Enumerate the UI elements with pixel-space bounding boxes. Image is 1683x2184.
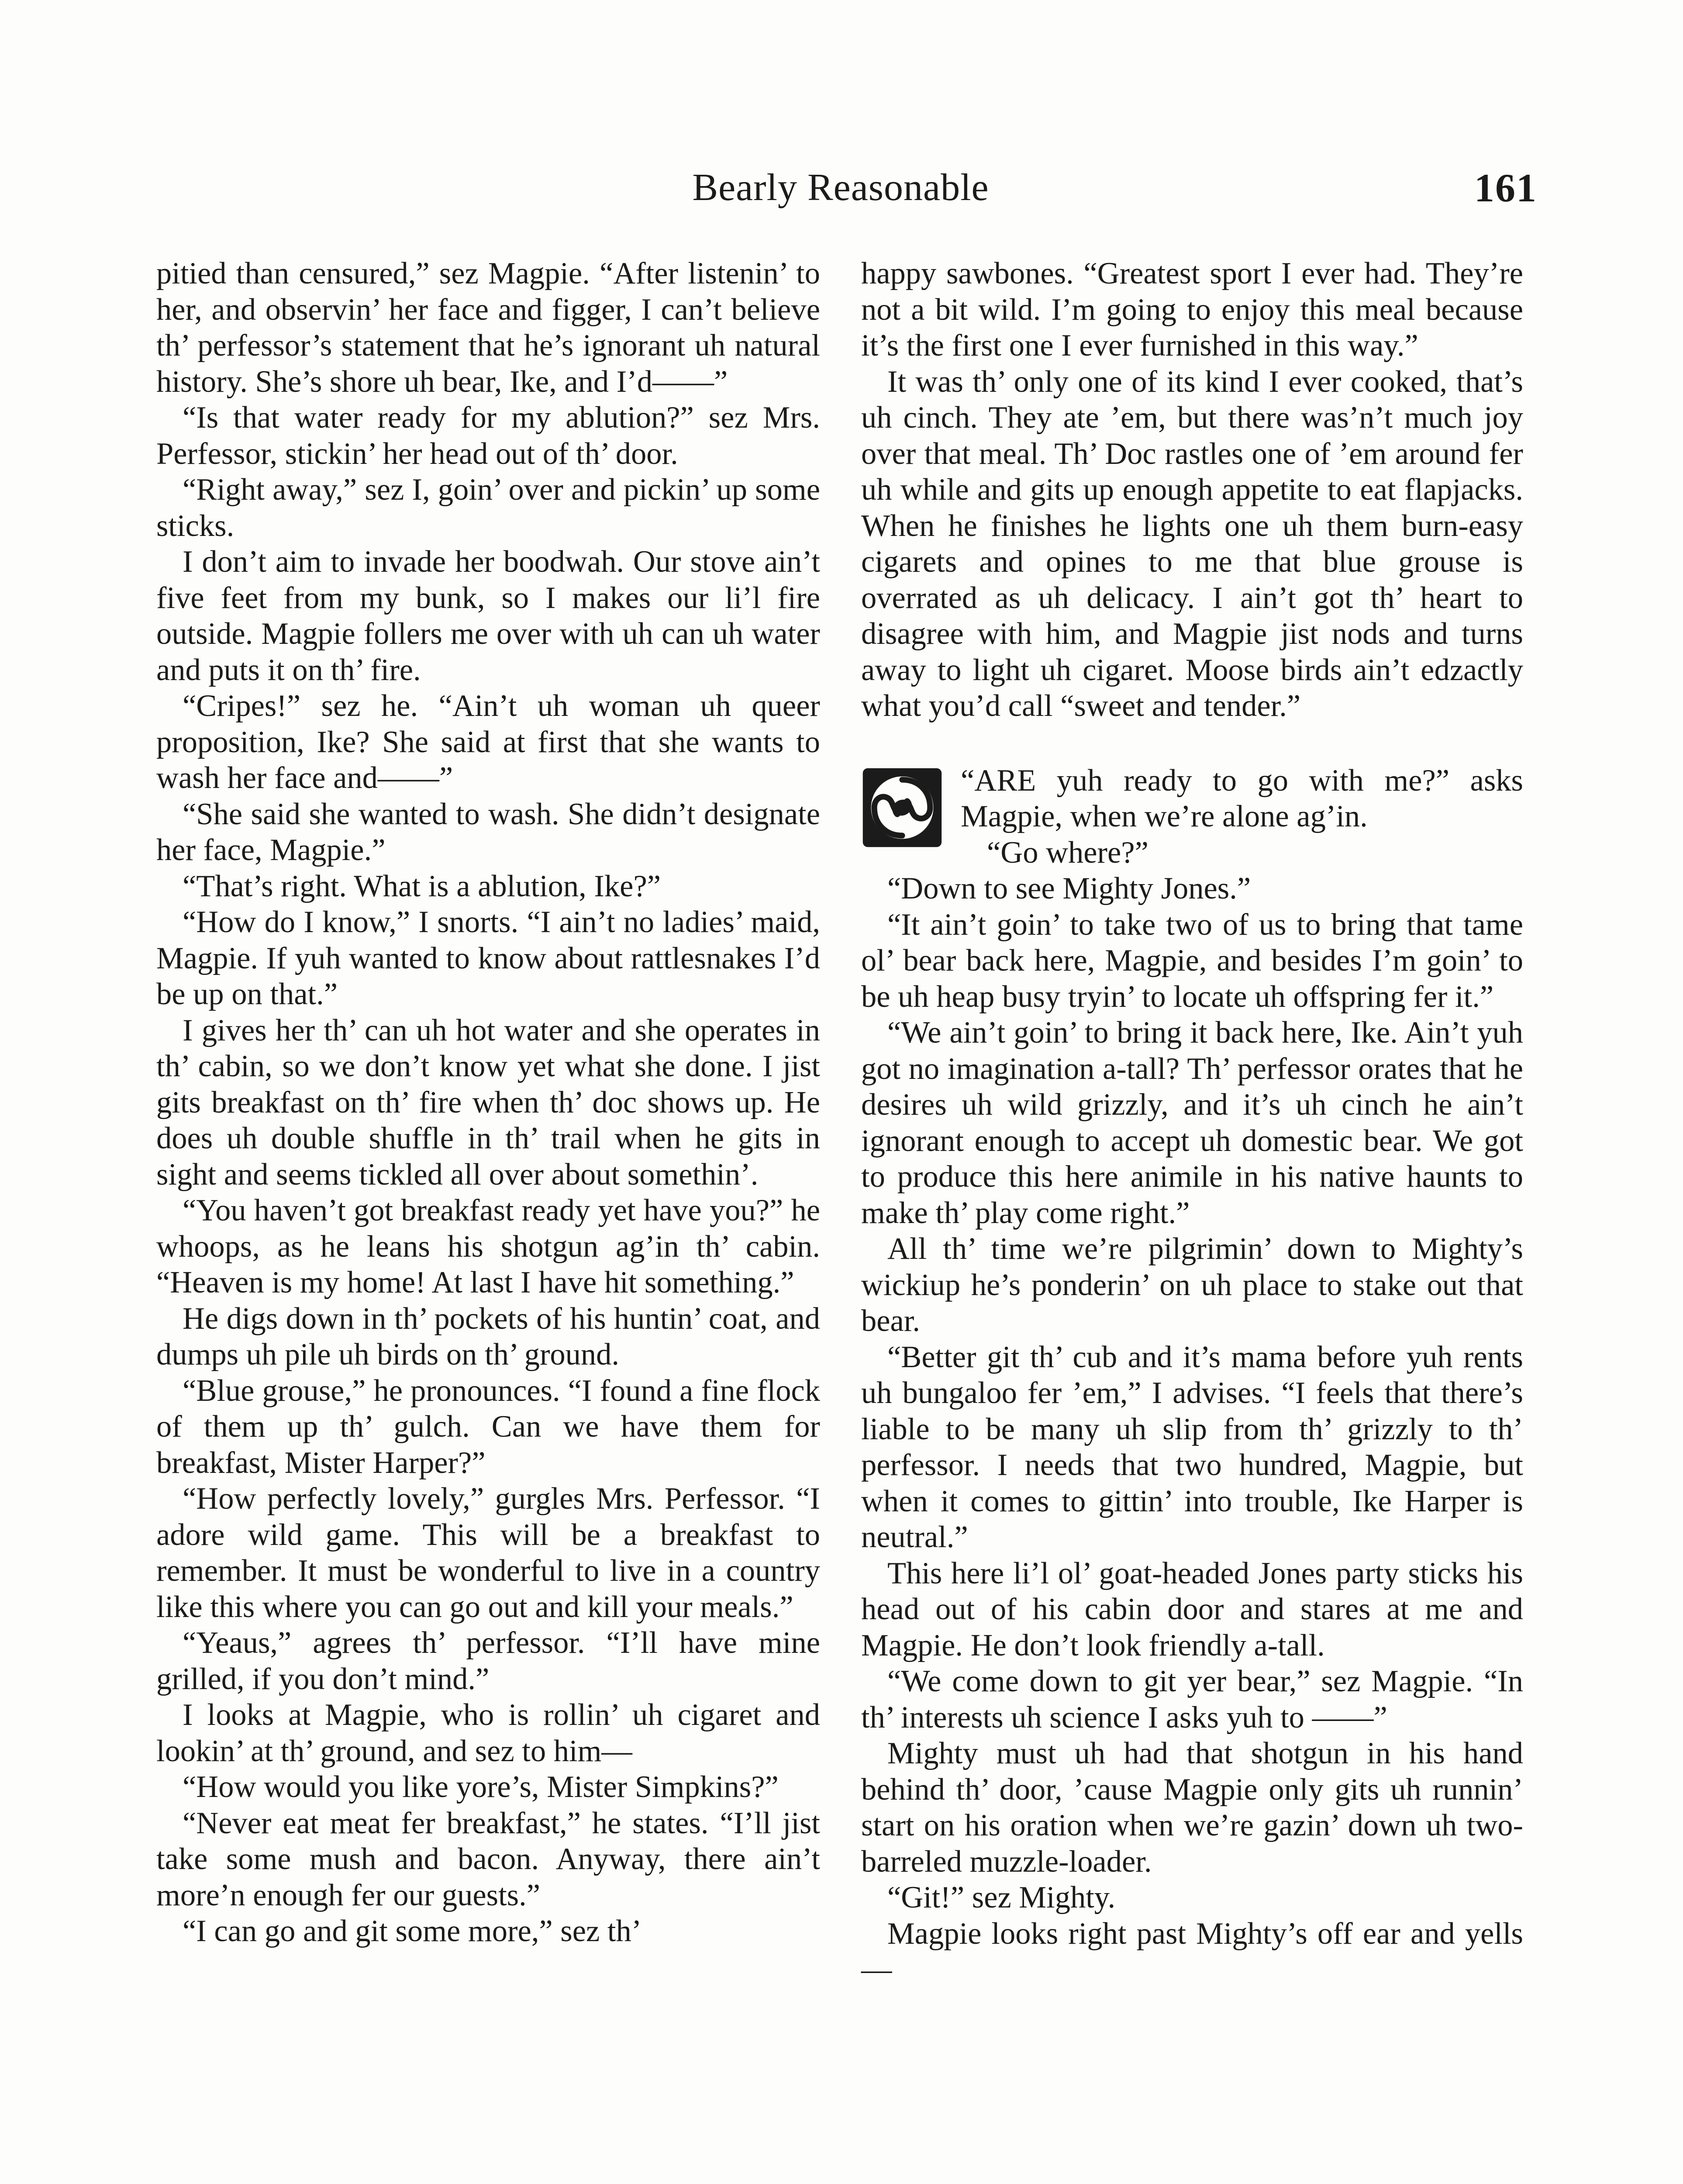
paragraph: pitied than censured,” sez Magpie. “After listenin’ to her, and observin’ her face and figger, I can’t believe th’ perfessor’s statement that he’s ignorant uh natural history. She’s shore uh bear, Ike, and I’d——” [156, 256, 820, 399]
paragraph: I don’t aim to invade her boodwah. Our stove ain’t five feet from my bunk, so I makes our li’l fire outside. Magpie follers me over with uh can uh water and puts it on th’ fire. [156, 545, 820, 687]
swirl-ornament-icon [861, 766, 943, 849]
paragraph: “Never eat meat fer breakfast,” he states. “I’ll jist take some mush and bacon. Anyway, there ain’t more’n enough fer our guests.” [156, 1806, 820, 1912]
paragraph: “Git!” sez Mighty. [887, 1880, 1116, 1914]
section-break [861, 763, 1523, 1988]
paragraph: “Yeaus,” agrees th’ perfessor. “I’ll have mine grilled, if you don’t mind.” [156, 1626, 820, 1696]
paragraph: happy sawbones. “Greatest sport I ever had. They’re not a bit wild. I’m going to enjoy this meal because it’s the first one I ever furnished in this way.” [861, 256, 1523, 363]
paragraph: “Is that water ready for my ablution?” sez Mrs. Perfessor, stickin’ her head out of th’ door. [156, 401, 820, 471]
paragraph: “She said she wanted to wash. She didn’t designate her face, Magpie.” [156, 797, 820, 867]
paragraph: All th’ time we’re pilgrimin’ down to Mighty’s wickiup he’s ponderin’ on uh place to stake out that bear. [861, 1232, 1523, 1338]
paragraph: “Blue grouse,” he pronounces. “I found a fine flock of them up th’ gulch. Can we have them for breakfast, Mister Harper?” [156, 1373, 820, 1480]
paragraph: “It ain’t goin’ to take two of us to bring that tame ol’ bear back here, Magpie, and besides I’m goin’ to be uh heap busy tryin’ to locate uh offspring fer it.” [861, 907, 1523, 1014]
paragraph: “That’s right. What is a ablution, Ike?” [183, 869, 661, 903]
paragraph: “How would you like yore’s, Mister Simpkins?” [183, 1770, 779, 1804]
right-column-bottom [861, 763, 1523, 1988]
page-number: 161 [1474, 166, 1537, 210]
paragraph: I looks at Magpie, who is rollin’ uh cigaret and lookin’ at th’ ground, and sez to him— [156, 1698, 820, 1768]
left-column [156, 256, 820, 1949]
paragraph: “How do I know,” I snorts. “I ain’t no ladies’ maid, Magpie. If yuh wanted to know about rattlesnakes I’d be up on that.” [156, 905, 820, 1011]
paragraph: It was th’ only one of its kind I ever cooked, that’s uh cinch. They ate ’em, but there was’n’t much joy over that meal. Th’ Doc rastles one of ’em around fer uh while and gits up enough appetite to eat flapjacks. When he finishes he lights one uh them burn-easy cigarets and opines to me that blue grouse is overrated as uh delicacy. I ain’t got th’ heart to disagree with him, and Magpie jist nods and turns away to light uh cigaret. Moose birds ain’t edzactly what you’d call “sweet and tender.” [861, 364, 1523, 723]
paragraph: “We ain’t goin’ to bring it back here, Ike. Ain’t yuh got no imagination a-tall? Th’ perfessor orates that he desires uh wild grizzly, and it’s uh cinch he ain’t ignorant enough to accept uh domestic bear. We got to produce this here animile in his native haunts to make th’ play come right.” [861, 1016, 1523, 1230]
paragraph: Magpie looks right past Mighty’s off ear and yells— [861, 1916, 1523, 1987]
paragraph: “Right away,” sez I, goin’ over and pickin’ up some sticks. [156, 473, 820, 543]
paragraph: This here li’l ol’ goat-headed Jones party sticks his head out of his cabin door and stares at me and Magpie. He don’t look friendly a-tall. [861, 1556, 1523, 1662]
running-title: Bearly Reasonable [692, 166, 989, 209]
right-column [861, 256, 1523, 1988]
running-head [157, 164, 1537, 221]
paragraph: “Down to see Mighty Jones.” [887, 871, 1251, 905]
paragraph: “You haven’t got breakfast ready yet have you?” he whoops, as he leans his shotgun ag’in th’ cabin. “Heaven is my home! At last I have hit something.” [156, 1193, 820, 1299]
right-column-top [861, 256, 1523, 724]
paragraph: “Go where?” [987, 835, 1148, 870]
paragraph: “I can go and git some more,” sez th’ [183, 1914, 642, 1948]
paragraph: “How perfectly lovely,” gurgles Mrs. Perfessor. “I adore wild game. This will be a breakfast to remember. It must be wonderful to live in a country like this where you can go out and kill your meals.” [156, 1482, 820, 1624]
paragraph: He digs down in th’ pockets of his huntin’ coat, and dumps uh pile uh birds on th’ ground. [156, 1301, 820, 1372]
paragraph: “We come down to git yer bear,” sez Magpie. “In th’ interests uh science I asks yuh to ——” [861, 1664, 1523, 1735]
paragraph: “ARE yuh ready to go with me?” asks Magpie, when we’re alone ag’in. [961, 763, 1523, 833]
paragraph: Mighty must uh had that shotgun in his hand behind th’ door, ’cause Magpie only gits uh runnin’ start on his oration when we’re gazin’ down uh two-barreled muzzle-loader. [861, 1736, 1523, 1879]
paragraph: “Better git th’ cub and it’s mama before yuh rents uh bungaloo fer ’em,” I advises. “I feels that there’s liable to be many uh slip from th’ grizzly to th’ perfessor. I needs that two hundred, Magpie, but when it comes to gittin’ into trouble, Ike Harper is neutral.” [861, 1340, 1523, 1554]
paragraph: I gives her th’ can uh hot water and she operates in th’ cabin, so we don’t know yet what she done. I jist gits breakfast on th’ fire when th’ doc shows up. He does uh double shuffle in th’ trail when he gits in sight and seems tickled all over about somethin’. [156, 1013, 820, 1192]
paragraph: “Cripes!” sez he. “Ain’t uh woman uh queer proposition, Ike? She said at first that she wants to wash her face and——” [156, 689, 820, 795]
